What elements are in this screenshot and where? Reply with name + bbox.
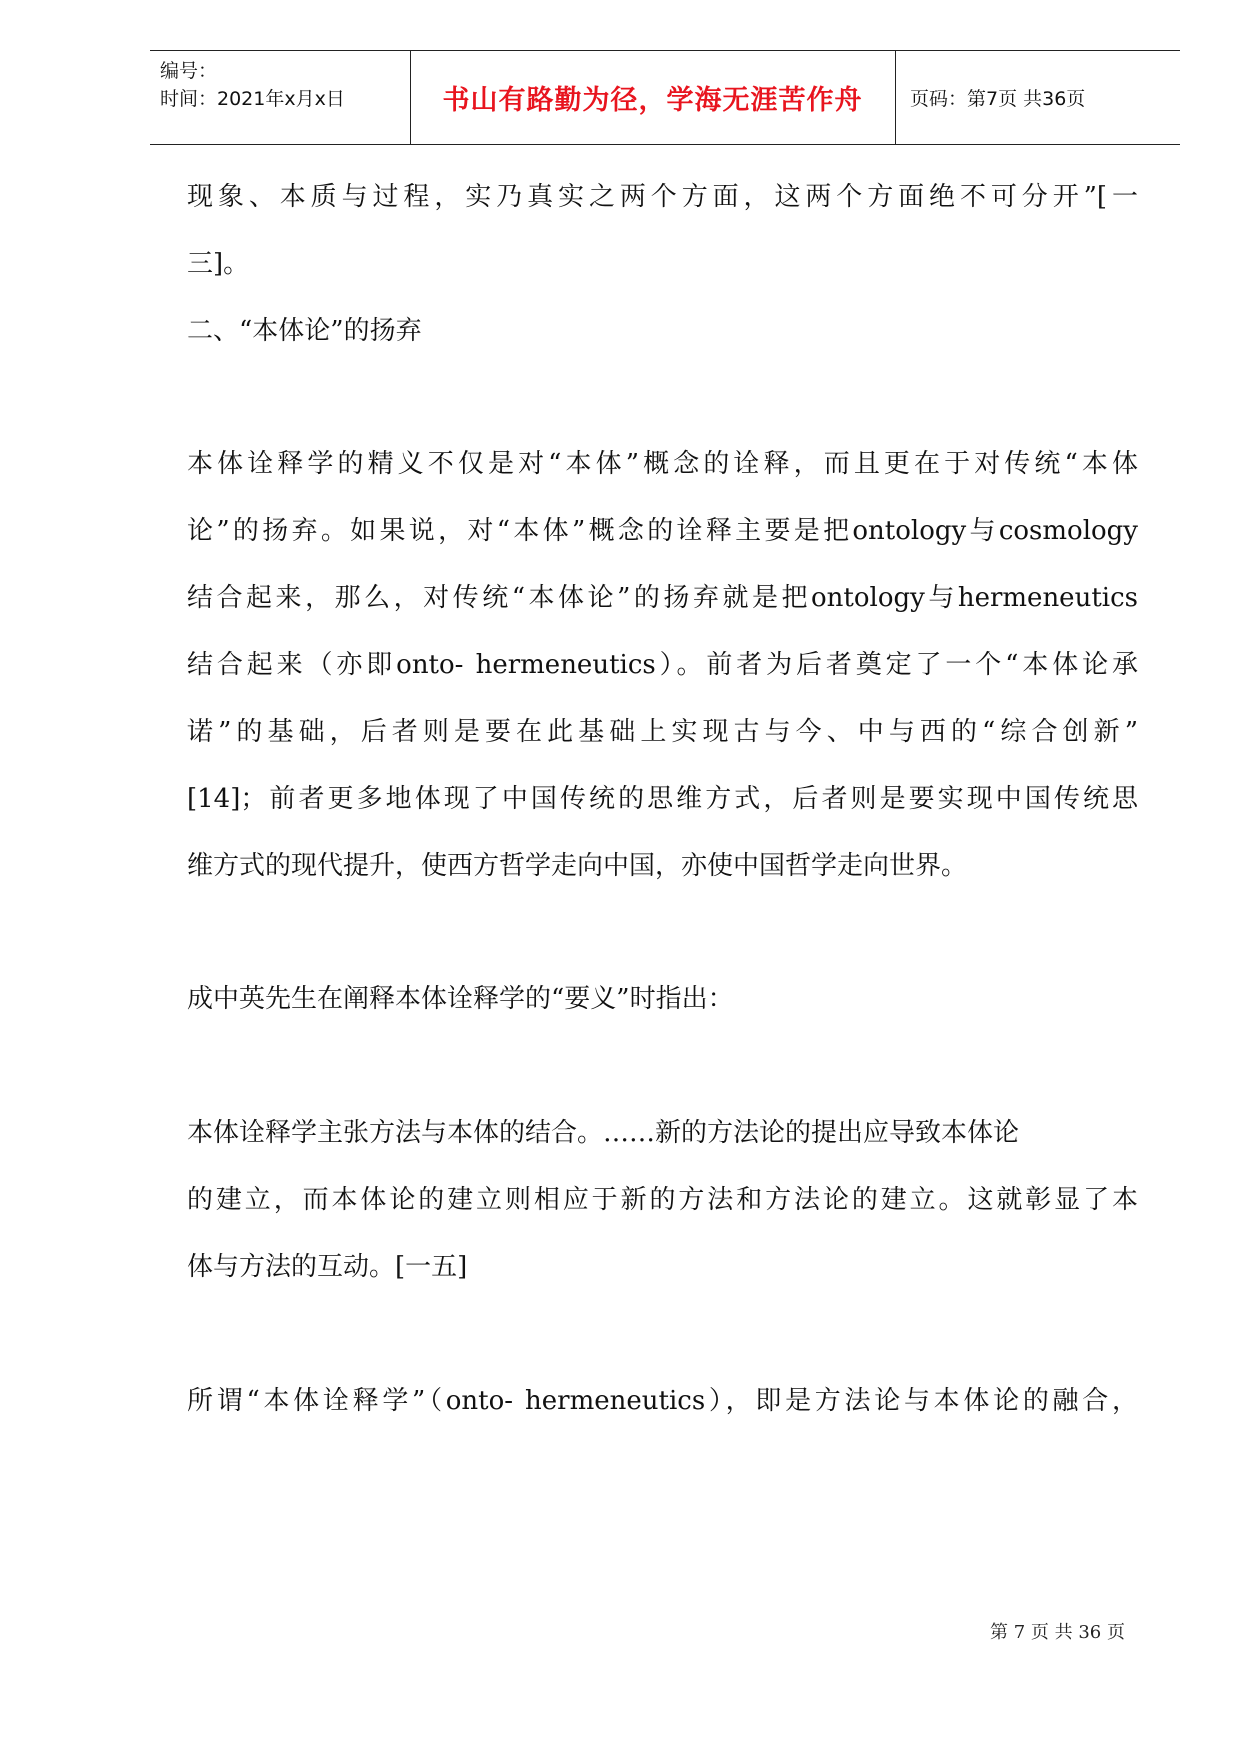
body-line: 现象、本质与过程，实乃真实之两个方面，这两个方面绝不可分开”[一 (187, 182, 1138, 212)
body-line: 所谓“本体诠释学”（onto- hermeneutics），即是方法论与本体论的融合， (187, 1386, 1138, 1416)
quote-line: 体与方法的互动。[一五] (187, 1252, 468, 1282)
page-header (150, 50, 1180, 145)
header-meta (160, 57, 345, 113)
body-line: 诺”的基础，后者则是要在此基础上实现古与今、中与西的“综合创新” (187, 717, 1138, 747)
page-footer-number: 第 7 页 共 36 页 (990, 1622, 1125, 1643)
body-line: 维方式的现代提升，使西方哲学走向中国，亦使中国哲学走向世界。 (187, 851, 968, 881)
body-line: 论”的扬弃。如果说，对“本体”概念的诠释主要是把ontology与cosmology (187, 516, 1138, 546)
header-motto: 书山有路勤为径，学海无涯苦作舟 (442, 85, 863, 116)
body-line: 三]。 (187, 249, 250, 279)
document-number-label: 编号： (160, 60, 218, 82)
header-divider-right (895, 51, 896, 144)
body-line: [14]；前者更多地体现了中国传统的思维方式，后者则是要实现中国传统思 (187, 784, 1138, 814)
document-time-label: 时间：2021年x月x日 (160, 88, 345, 110)
section-heading: 二、“本体论”的扬弃 (187, 316, 422, 346)
body-line: 成中英先生在阐释本体诠释学的“要义”时指出： (187, 984, 734, 1014)
quote-line: 本体诠释学主张方法与本体的结合。……新的方法论的提出应导致本体论 (187, 1118, 1020, 1148)
header-page-info: 页码：第7页 共36页 (910, 88, 1086, 110)
body-line: 结合起来（亦即onto- hermeneutics）。前者为后者奠定了一个“本体论承 (187, 650, 1138, 680)
body-line: 结合起来，那么，对传统“本体论”的扬弃就是把ontology与hermeneutics (187, 583, 1138, 613)
body-line: 本体诠释学的精义不仅是对“本体”概念的诠释，而且更在于对传统“本体 (187, 449, 1138, 479)
quote-line: 的建立，而本体论的建立则相应于新的方法和方法论的建立。这就彰显了本 (187, 1185, 1138, 1215)
